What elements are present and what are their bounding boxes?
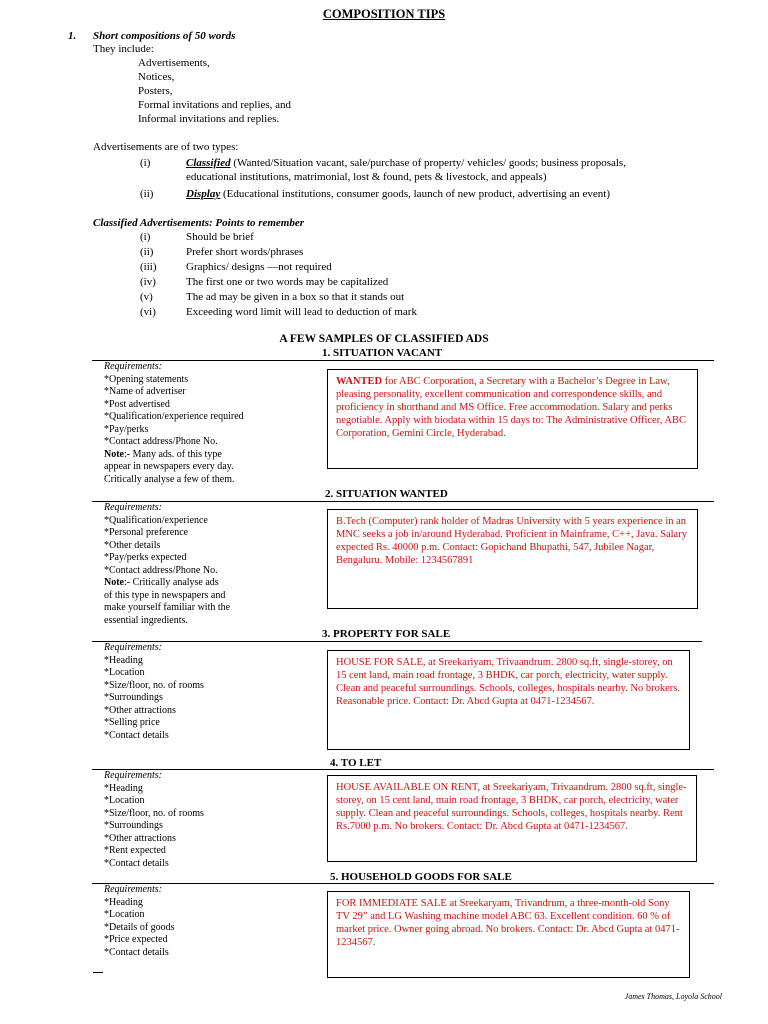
section-title: 5. HOUSEHOLD GOODS FOR SALE bbox=[330, 871, 512, 883]
requirements-list: Requirements: *Qualification/experience *Personal preference *Other details *Pay/perks expected *Contact address/Phone No. Note:- Critically analyse ads of this type in newspapers and make yourself familiar with the essential ingredients. bbox=[104, 502, 231, 626]
point-item: (ii) Prefer short words/phrases bbox=[140, 246, 304, 258]
section-heading: Short compositions of 50 words bbox=[93, 30, 236, 42]
type-display bbox=[186, 188, 610, 201]
list-item: Informal invitations and replies. bbox=[138, 113, 280, 125]
point-item: (iv) The first one or two words may be capitalized bbox=[140, 276, 389, 288]
divider bbox=[92, 883, 714, 884]
ad-box: B.Tech (Computer) rank holder of Madras University with 5 years experience in an MNC seeks a job in/around Hyderabad. Proficient in Mainframe, C++, Java. Salary expected Rs. 40000 p.m. Contact: Gopichand Bhupathi, 547, Jubilee Nagar, Bengaluru. Mobile: 1234567891 bbox=[327, 509, 698, 609]
requirements-list: Requirements: *Heading *Location *Details of goods *Price expected *Contact details bbox=[104, 884, 175, 958]
note: Note:- Critically analyse ads bbox=[104, 577, 219, 588]
section-title: 4. TO LET bbox=[330, 757, 382, 769]
list-item: Notices, bbox=[138, 71, 175, 83]
note: Note:- Many ads. of this type bbox=[104, 448, 222, 460]
list-item: Posters, bbox=[138, 85, 173, 97]
type-description: (Wanted/Situation vacant, sale/purchase of property/ vehicles/ goods; business proposals, bbox=[230, 157, 626, 169]
requirements-list: Requirements: *Heading *Location *Size/floor, no. of rooms *Surroundings *Other attractions *Selling price *Contact details bbox=[104, 642, 204, 741]
ad-box: WANTED for ABC Corporation, a Secretary with a Bachelor’s Degree in Law, pleasing personality, excellent communication and correspondence skills, and proficiency in shorthand and MS Office. Free accommodation. Salary and perks negotiable. Apply with biodata within 15 days to: The Administrative Officer, ABC Corporation, Gemini Circle, Hyderabad. bbox=[327, 369, 698, 469]
type-number: (i) bbox=[140, 157, 151, 169]
ad-box: HOUSE AVAILABLE ON RENT, at Sreekariyam, Trivaandrum. 2800 sq.ft, single-storey, on 15 cent land, main road frontage, 3 BHDK, car porch, electricity, water supply. Clean and peaceful surroundings. Schools, colleges, hospitals nearby. Rent Rs.7000 p.m. No brokers. Contact: Dr. Abcd Gupta at 0471-1234567. bbox=[327, 775, 697, 862]
type-name: Classified bbox=[186, 157, 231, 169]
type-name: Display bbox=[186, 188, 221, 200]
ad-types-intro: Advertisements are of two types: bbox=[93, 141, 239, 153]
signature: James Thomas, Loyola School bbox=[624, 992, 722, 1001]
section-title: 1. SITUATION VACANT bbox=[322, 347, 443, 359]
point-item: (v) The ad may be given in a box so that it stands out bbox=[140, 291, 405, 303]
type-number: (ii) bbox=[140, 188, 154, 200]
ad-box: HOUSE FOR SALE, at Sreekariyam, Trivaandrum. 2800 sq.ft, single-storey, on 15 cent land, main road frontage, 3 BHDK, car porch, electricity, water supply. Clean and peaceful surroundings. Schools, colleges, hospitals nearby. No brokers. Reasonable price. Contact: Dr. Abcd Gupta at 0471-1234567. bbox=[327, 650, 690, 750]
requirements-list: Requirements: *Opening statements *Name of advertiser *Post advertised *Qualification/experience required *Pay/perks *Contact address/Phone No. Note:- Many ads. of this type appear in newspapers every day. Critically analyse a few of them. bbox=[104, 361, 244, 485]
list-item: Formal invitations and replies, and bbox=[138, 99, 292, 111]
section-title: 2. SITUATION WANTED bbox=[325, 488, 448, 500]
end-mark bbox=[93, 972, 103, 973]
section-intro: They include: bbox=[93, 43, 154, 55]
point-item: (vi) Exceeding word limit will lead to deduction of mark bbox=[140, 306, 417, 318]
type-description: (Educational institutions, consumer goods, launch of new product, advertising an event) bbox=[220, 188, 611, 200]
page-title: COMPOSITION TIPS bbox=[322, 7, 446, 21]
list-item: Advertisements, bbox=[138, 57, 210, 69]
samples-title: A FEW SAMPLES OF CLASSIFIED ADS bbox=[279, 333, 489, 345]
ad-box: FOR IMMEDIATE SALE at Sreekaryam, Trivandrum, a three-month-old Sony TV 29” and LG Washing machine model ABC 63. Excellent condition. 60 % of market price. Owner going abroad. No brokers. Contact: Dr. Abcd Gupta at 0471-1234567. bbox=[327, 891, 690, 978]
points-heading: Classified Advertisements: Points to remember bbox=[93, 217, 305, 229]
point-item: (iii) Graphics/ designs —not required bbox=[140, 261, 332, 273]
section-number: 1. bbox=[68, 30, 77, 42]
type-classified bbox=[186, 157, 626, 170]
type-description: educational institutions, matrimonial, lost & found, pets & livestock, and appeals) bbox=[186, 171, 547, 183]
section-title: 3. PROPERTY FOR SALE bbox=[322, 628, 451, 640]
point-item: (i) Should be brief bbox=[140, 231, 254, 243]
requirements-list: Requirements: *Heading *Location *Size/floor, no. of rooms *Surroundings *Other attractions *Rent expected *Contact details bbox=[104, 770, 204, 869]
